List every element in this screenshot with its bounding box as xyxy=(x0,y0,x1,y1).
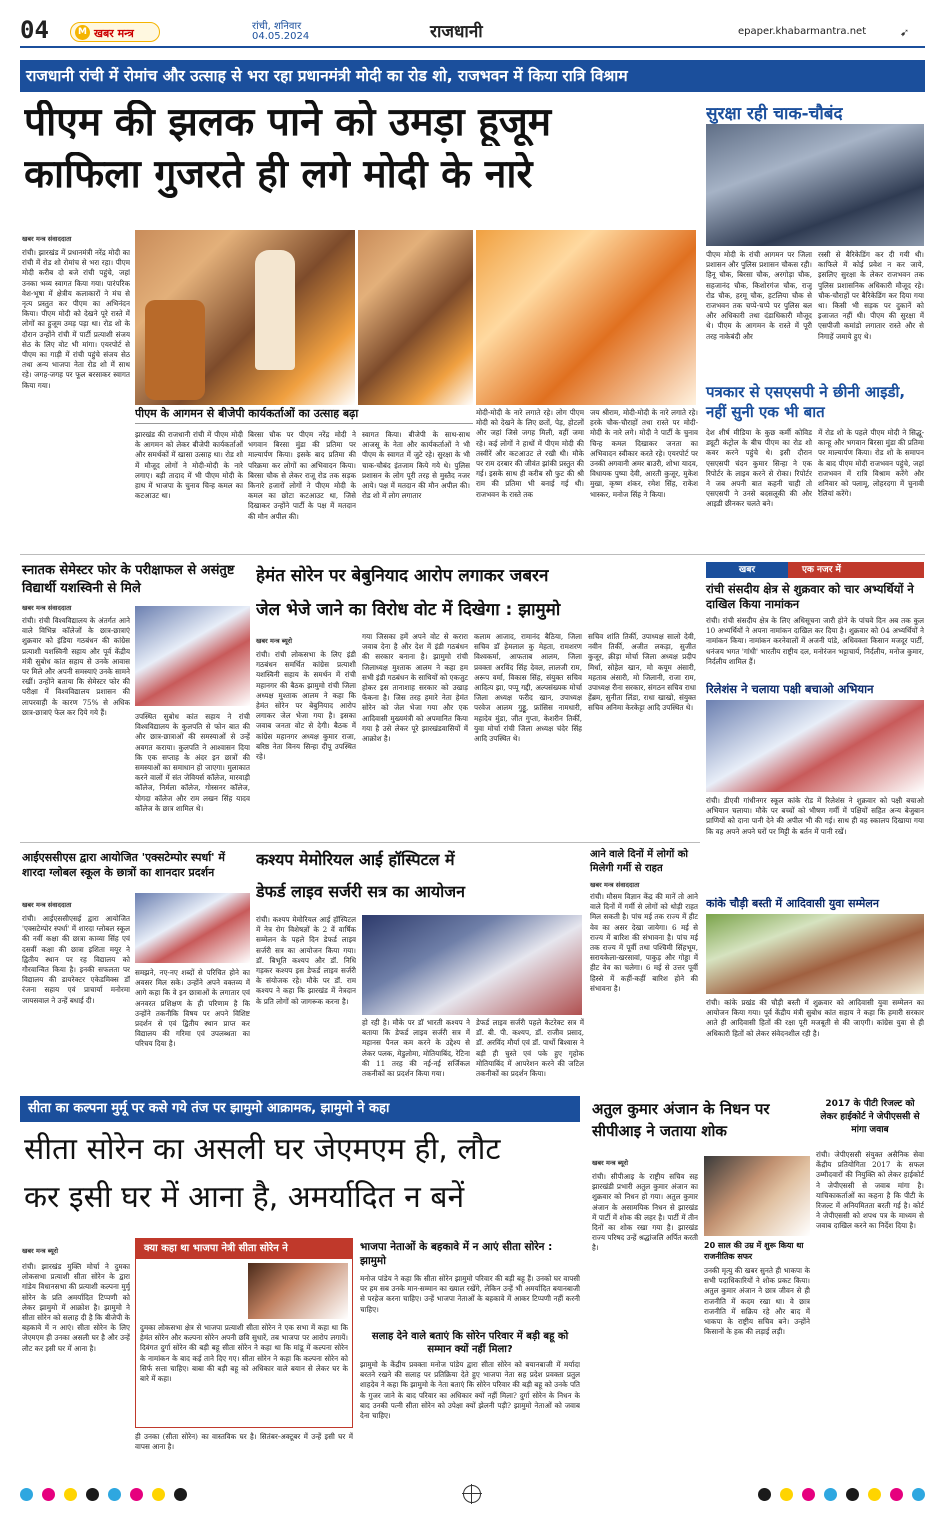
hemant-col-4: सचिव शांति तिर्की, उपाध्यक्ष सालो देवी, नवीन तिर्की, अजीत लकड़ा, सुजीत कुजूर, क्रीड़ा मोर्चा जिला अध्यक्ष प्रदीप मिर्धा, सोहेल खान, मो कयूम अंसारी, महताब अंसारी, मो जिलानी, राजा राम, उपाध्यक्ष रीना सरकार, संगठन सचिव राधा हेंब्रम, सुनीता लिंडा, राधा खाखो, संयुक्त सचिव अनिमा केरकेट्टा आदि उपस्थित थे। xyxy=(588,632,696,713)
sita-headline-1: सीता सोरेन का असली घर जेएमएम ही, लौट xyxy=(24,1132,501,1167)
footer-color-dot xyxy=(20,1488,33,1501)
footer-color-dot xyxy=(42,1488,55,1501)
relay-body: रांची। डीएवी गांधीनगर स्कूल कांके रोड में रिलेशंस ने शुक्रवार को पक्षी बचाओ अभियान चलाया। मौके पर बच्चों को भीषण गर्मी में पक्षियों सहित अन्य बेजुबान प्राणियों को दाना पानी देने की अपील भी की गई। साथ ही वह स्कालप दिखाया गया कि वह अपने अपने घरों पर मिट्टी के बर्तन में पानी रखें। xyxy=(706,796,924,836)
lead-byline: खबर मन्त्र संवाददाता xyxy=(22,235,72,243)
footer-color-dot xyxy=(108,1488,121,1501)
relay-headline: रिलेशंस ने चलाया पक्षी बचाओ अभियान xyxy=(706,682,874,696)
jpsc-headline: 2017 के पीटी रिजल्ट को लेकर हाईकोर्ट ने जेपीएससी से मांगा जवाब xyxy=(820,1099,920,1135)
student-byline: खबर मन्त्र संवाददाता xyxy=(22,604,72,612)
kashyap-col-2: हो रही है। मौके पर डॉ भारती कश्यप ने बताया कि डेफर्ड लाइव सर्जरी सत्र में महानस पैनल कम करने के उद्देश्य से लेकर पलक, मेडुलोमा, मोतियाबिंद, रेटिना की 11 तरह की नई-नई सर्जिकल तकनीकों का प्रदर्शन किया गया। xyxy=(362,1018,470,1079)
atul-headline: अतुल कुमार अंजान के निधन पर सीपीआइ ने जताया शोक xyxy=(592,1100,770,1140)
heat-byline: खबर मन्त्र संवाददाता xyxy=(590,881,640,889)
dateline-city: रांची, शनिवार xyxy=(252,21,302,32)
sita-quote: सलाह देने वाले बताएं कि सोरेन परिवार में बड़ी बहू को सम्मान क्यों नहीं मिला? xyxy=(371,1331,569,1355)
atul-col-2: उनकी मृत्यु की खबर सुनते ही भाकपा के सभी पदाधिकारियों ने शोक प्रकट किया। अतुल कुमार अंजान ने छात्र जीवन से ही राजनीति में कदम रखा था। वे छात्र राजनीति में सक्रिय रहे और बाद में भाकपा के राष्ट्रीय सचिव बने। उन्होंने किसानों के हक की लड़ाई लड़ी। xyxy=(704,1266,810,1337)
student-col-1: रांची। रांची विश्वविद्यालय के अंतर्गत आने वाले विभिन्न कॉलेजों के छात्र-छात्राएं शुक्रवार को इंडिया गठबंधन की कांग्रेस प्रत्याशी यशस्विनी सहाय और पूर्व केंद्रीय मंत्री सुबोध कांत सहाय से उनके आवास पर मिले और अपनी समस्याएं उनके सामने रखीं। उन्होंने बताया कि सेमेस्टर फोर की परीक्षा में विश्वविद्यालय प्रशासन की लापरवाही के कारण 75% से अधिक छात्र-छात्राएं फेल कर दिये गये हैं। xyxy=(22,616,130,717)
jpsc-body: रांची। जेपीएससी संयुक्त असैनिक सेवा केंद्रीय प्रतियोगिता 2017 के सफल उम्मीदवारों की नियुक्ति को लेकर हाईकोर्ट ने जेपीएससी से जवाब मांगा है। याचिकाकर्ताओं का कहना है कि पीटी के रिजल्ट में अनियमितता बरती गई है। कोर्ट ने जेपीएससी को शपथ पत्र के माध्यम से जवाब दाखिल करने का निर्देश दिया है। xyxy=(816,1150,924,1231)
footer-color-dot xyxy=(86,1488,99,1501)
lead-col-4: स्वागत किया। बीजेपी के साथ-साथ आजसू के नेता और कार्यकर्ताओं ने भी पीएम के स्वागत में जुटे रहे। सुरक्षा के भी चाक-चौबंद इंतजाम किये गये थे। पुलिस प्रशासन के लोग पूरी तरह से मुस्तैद नजर आये। पक्ष में मतदान की मौन अपील की। रोड शो में लोग लगातार xyxy=(362,430,470,501)
footer-color-dot xyxy=(64,1488,77,1501)
journalist-col-1: देश शीर्ष मीडिया के कुछ कर्मी कोविड ड्यूटी कंट्रोल के बीच पीएम का रोड शो कवर करने पहुंचे थे। इसी दौरान एसएसपी चंदन कुमार सिन्हा ने एक रिपोर्टर के लाइव करने से रोका। रिपोर्टर ने जब अपनी बात कहनी चाही तो एसएसपी ने उनसे बदसलूकी की और आइडी छीनकर चलते बने। xyxy=(706,428,812,509)
heat-headline: आने वाले दिनों में लोगों को मिलेगी गर्मी से राहत xyxy=(590,849,688,874)
security-col-1: पीएम मोदी के रांची आगमन पर जिला प्रशासन और पुलिस प्रशासन चौकस रही। हिनू चौक, बिरसा चौक, अरगोड़ा चौक, सहजानंद चौक, किशोरगंज चौक, राजू रोड चौक, हरमू चौक, हटलिया चौक से राजभवन तक चप्पे-चप्पे पर पुलिस बल और अधिकारी तथा दंडाधिकारी मौजूद थे। पीएम के आगमन के रास्ते में पूरी तरह नाकेबंदी और xyxy=(706,250,812,341)
lead-col-2: झारखंड की राजधानी रांची में पीएम मोदी के आगमन को लेकर बीजेपी कार्यकर्ताओं और समर्थकों में खासा उत्साह था। रोड शो में मौजूद लोगों ने मोदी-मोदी के नारे लगाए। बड़ी तादाद में भी पीएम मोदी के हाथ में भाजपा के चुनाव चिन्ह कमल का कटआउट था। xyxy=(135,430,243,501)
kanke-photo xyxy=(706,914,924,994)
kashyap-photo xyxy=(362,915,582,1015)
sita-box xyxy=(135,1238,353,1428)
footer-color-dot xyxy=(890,1488,903,1501)
hemant-col-3: कलाम आजाद, रामानंद बैठिया, जिला सचिव डॉ हेमलाल कु मेहता, रामशरण विश्वकर्मा, आफताब आलम, जिला प्रवक्ता अरविंद सिंह देवल, लालजी राम, अरूप वर्मा, विकास सिंह, संयुक्त सचिव आदित्य झा, पप्पू गद्दी, अल्पसंख्यक मोर्चा जिला अध्यक्ष फरीद खान, उपाध्यक्ष परवेज आलम गुड्डू, फ्रांसिस नामधारी, महादेव मुंडा, जीत गुप्ता, केशरीन तिर्की, युवा मोर्चा रांची जिला अध्यक्ष चंदेर सिंह आदि उपस्थित थे। xyxy=(474,632,582,744)
footer-color-dot xyxy=(824,1488,837,1501)
brand-name: खबर मन्त्र xyxy=(94,27,134,40)
ssc-col-1: रांची। आईएससीएसई द्वारा आयोजित 'एक्सटेम्पोर स्पर्धा' में शारदा ग्लोबल स्कूल की नवीं कक्षा की छात्रा काव्या सिंह एवं दसवीं कक्षा की छात्रा इशिता मयूर ने द्वितीय स्थान पर रह विद्यालय को गौरवान्वित किया है। इनकी सफलता पर विद्यालय की डायरेक्टर एकेडमिक्स डॉ रंजना सहाय एवं प्राचार्या मनोरमा जायसवाल ने उन्हें बधाई दी। xyxy=(22,914,130,1005)
footer-dots-left xyxy=(20,1488,220,1501)
divider-1 xyxy=(20,554,925,555)
atul-subhead: 20 साल की उम्र में शुरू किया था राजनीतिक सफर xyxy=(704,1241,804,1261)
brief-badge-2: एक नजर में xyxy=(788,562,924,578)
hemant-col-1: रांची। रांची लोकसभा के लिए इंडी गठबंधन समर्थित कांग्रेस प्रत्याशी यशस्विनी सहाय के समर्थन में रांची महानगर की बैठक झामुमो रांची जिला अध्यक्ष मुश्ताक आलम ने कहा कि हेमंत सोरेन पर बेबुनियाद आरोप लगाकर जेल भेजा गया है। इसका जवाब जनता वोट से देगी। बैठक में कांग्रेस महानगर अध्यक्ष कुमार राजा, बरिष्ठ नेता विनय सिन्हा दीपू उपस्थित रहे। xyxy=(256,650,356,762)
page-number: 04 xyxy=(20,16,49,44)
sita-headline-2: कर इसी घर में आना है, अमर्यादित न बनें xyxy=(24,1180,465,1215)
lead-photo-caption: पीएम के आगमन से बीजेपी कार्यकर्ताओं का उत्साह बढ़ा xyxy=(135,406,473,424)
atul-col-1: रांची। सीपीआइ के राष्ट्रीय सचिव सह झारखंडी प्रभारी अतुल कुमार अंजान का शुक्रवार को निधन हो गया। अतुल कुमार अंजान के असामयिक निधन से झारखंड में पार्टी में शोक की लहर है। पार्टी में तीन दिनों का शोक रखा गया है। झारखंड राज्य परिषद उन्हें श्रद्धांजलि अर्पित करती है। xyxy=(592,1172,698,1253)
brief-badge-row xyxy=(706,562,924,578)
brief-badge: खबर xyxy=(706,562,788,578)
footer-color-dot xyxy=(130,1488,143,1501)
kashyap-headline-2: डेफर्ड लाइव सर्जरी सत्र का आयोजन xyxy=(256,882,466,901)
brand-logo xyxy=(70,22,160,42)
footer-color-dot xyxy=(868,1488,881,1501)
lead-photo-supporters xyxy=(476,230,696,405)
sita-col-1: रांची। झारखंड मुक्ति मोर्चा ने दुमका लोकसभा प्रत्याशी सीता सोरेन के द्वारा गांडेय विधानसभा की प्रत्याशी कल्पना मुर्मू सोरेन के प्रति अमर्यादित टिप्पणी को लेकर झामुमो में आक्रोश है। झामुमो ने सीता सोरेन को सलाह दी है कि बीजेपी के बहकावे में न आएं। सीता सोरेन के लिए जेएमएम ही उनका असली घर है और उन्हें लौट कर इसी घर में आना है। xyxy=(22,1262,130,1353)
journalist-headline: पत्रकार से एसएसपी ने छीनी आइडी, नहीं सुनी एक भी बात xyxy=(706,383,906,421)
sita-box-body: दुमका लोकसभा क्षेत्र से भाजपा प्रत्याशी सीता सोरेन ने एक सभा में कहा था कि हेमंत सोरेन और कल्पना सोरेन अपनी छवि सुधारें, तब भाजपा पर आरोप लगायें। दिवंगत दुर्गा सोरेन की बड़ी बहू सीता सोरेन ने कहा था कि मांडू में कल्पना सोरेन के नामांकन के बाद कई ताने दिए गए। सीता सोरेन ने कहा कि कल्पना सोरेन को सिर्फ सत्ता चाहिए। बाबा की बड़ी बहू को अधिकार वाले बयान से लेकर घर के बारे में कहा। xyxy=(140,1323,348,1384)
footer-color-dot xyxy=(758,1488,771,1501)
divider-2 xyxy=(20,842,700,843)
sita-byline: खबर मन्त्र ब्यूरो xyxy=(22,1247,59,1255)
kashyap-col-3: डेफर्ड लाइव सर्जरी पहले कैटरेक्ट सत्र में डॉ. बी. पी. कश्यप, डॉ. राजीव प्रसाद, डॉ. अरविंद मौर्या एवं डॉ. पार्थो बिश्वास ने बड़ी ही चुस्ते एवं पके हुए गृहोक मोतियाबिंद में आपरेशन करने की जटिल तकनीकों का प्रदर्शन किया। xyxy=(476,1018,584,1079)
kanke-body: रांची। कांके प्रखंड की चौड़ी बस्ती में शुक्रवार को आदिवासी युवा सम्मेलन का आयोजन किया गया। पूर्व केंद्रीय मंत्री सुबोध कांत सहाय ने कहा कि हमारी सरकार आते ही आदिवासी हितों की रक्षा पूरी मजबूती से की जाएगी। कांग्रेस युवा से ही अधिकारी हितों को लेकर संवेदनशील रही है। xyxy=(706,998,924,1038)
nominations-headline: रांची संसदीय क्षेत्र से शुक्रवार को चार अभ्यर्थियों ने दाखिल किया नामांकन xyxy=(706,582,914,611)
kanke-headline: कांके चौड़ी बस्ती में आदिवासी युवा सम्मेलन xyxy=(706,897,879,910)
footer xyxy=(20,1482,925,1506)
security-col-2: रस्सी से बैरिकेडिंग कर दी गयी थी। काफिले में कोई प्रवेश न कर जाये, इसलिए सुरक्षा के लेकर राजभवन तक पुलिस प्रशासनिक अधिकारी मौजूद रहे। चौक-चौराहों पर बैरिकेडिंग कर दिया गया था। किसी भी सड़क पर दुकानें को इजाजत नहीं थी। पीएम की सुरक्षा में एसपीजी कमांडो लगातार रास्ते और से निगाहें जमाये हुए थे। xyxy=(818,250,924,341)
ssc-headline: आईएससीएस द्वारा आयोजित 'एक्सटेम्पोर स्पर्धा' में शारदा ग्लोबल स्कूल के छात्रों का शानदार प्रदर्शन xyxy=(22,851,225,879)
journalist-col-2: में रोड शो के पहले पीएम मोदी ने सिद्धू-कान्हू और भगवान बिरसा मुंडा की प्रतिमा पर माल्यार्पण किया। रोड शो के समापन के बाद पीएम मोदी राजभवन पहुंचे, जहां राजभवन में रात्रि विश्राम करेंगे और शनिवार को पलामू, लोहरदगा में चुनावी रैलियां करेंगे। xyxy=(818,428,924,499)
hemant-headline-1: हेमंत सोरेन पर बेबुनियाद आरोप लगाकर जबरन xyxy=(256,566,549,586)
cursor-icon: ➹ xyxy=(900,26,910,39)
lead-photo-crowd xyxy=(358,230,473,405)
footer-dots-right xyxy=(725,1488,925,1501)
kashyap-headline-1: कश्यप मेमोरियल आई हॉस्पिटल में xyxy=(256,850,455,869)
ssc-byline: खबर मन्त्र संवाददाता xyxy=(22,901,72,909)
student-col-2: उपस्थित सुबोध कांत सहाय ने रांची विश्वविद्यालय के कुलपति से फोन बात की और छात्र-छात्राओं की समस्याओं से उन्हें अवगत कराया। कुलपति ने आश्वासन दिया कि एक सप्ताह के अंदर इन छात्रों की समस्याओं का समाधान हो जाएगा। मुलाकात करने वालों में संत जेवियर्स कॉलेज, मारवाड़ी कॉलेज, निर्मला कॉलेज, गोस्सनर कॉलेज, योगदा कॉलेज और राम लखन सिंह यादव कॉलेज के छात्र शामिल थे। xyxy=(135,712,250,813)
student-headline: स्नातक सेमेस्टर फोर के परीक्षाफल से असंतुष्ट विद्यार्थी यशस्विनी से मिले xyxy=(22,563,235,596)
hemant-col-2: गया जिसका हमें अपने वोट से करारा जवाब देना है और देश में इंडी गठबंधन की सरकार बनाना है। झामुमो रांची जिलाध्यक्ष मुश्ताक आलम ने कहा हम सभी इंडी गठबंधन के साथियों को एकजुट होकर इस तानाशाह सरकार को उखाड़ फेंकना है। जिस तरह हमारे नेता हेमंत सोरेन को जेल भेजा गया और एक आदिवासी मुख्यमंत्री को अपमानित किया गया है उसे लेकर पूरे झारखंडवासियों में आक्रोश है। xyxy=(362,632,468,744)
lead-col-6: जय श्रीराम, मोदी-मोदी के नारे लगाते रहे। हरके चौक-चौराहों तथा रास्ते पर मोदी-मोदी के नारे लगे। मोदी ने पार्टी के चुनाव चिन्ह कमल दिखाकर जनता का अभिवादन स्वीकार करते रहे। एयरपोर्ट पर उनकी अगवानी अमर बाउरी, शोभा यादव, विधायक पुष्पा देवी, आरती कुजूर, मुकेश मुखा, कृष्ण शंकर, रमेश सिंह, राकेश भास्कर, मनोज सिंह ने किया। xyxy=(590,408,698,499)
sita-col-3: झामुमो के केंद्रीय प्रवक्ता मनोज पांडेय द्वारा सीता सोरेन को बयानबाजी में मर्यादा बरतने रखने की सलाह पर प्रतिक्रिया देते हुए भाजपा नेता सह प्रदेश प्रवक्ता प्रतुल शाहदेव ने कहा कि झामुमो के नेता बताएं कि सोरेन परिवार की बड़ी बहू को उनके पति के गुजर जाने के बाद परिवार का अधिकार क्यों नहीं मिला? दुर्गा सोरेन के निधन के बाद उनकी पत्नी सीता सोरेन को उपेक्षा क्यों झेलनी पड़ी? झामुमो नेताओं को जवाब देना चाहिए। xyxy=(360,1360,580,1421)
security-headline: सुरक्षा रही चाक-चौबंद xyxy=(706,104,843,124)
hemant-byline: खबर मन्त्र ब्यूरो xyxy=(256,637,293,645)
footer-color-dot xyxy=(912,1488,925,1501)
relay-photo xyxy=(706,700,924,792)
atul-byline: खबर मन्त्र ब्यूरो xyxy=(592,1159,629,1167)
hemant-headline-2: जेल भेजे जाने का विरोध वोट में दिखेगा : झामुमो xyxy=(256,600,561,620)
footer-color-dot xyxy=(780,1488,793,1501)
lead-headline-2: काफिला गुजरते ही लगे मोदी के नारे xyxy=(24,152,533,197)
lead-photo-modi xyxy=(135,230,355,405)
student-photo xyxy=(135,606,250,706)
lead-headline-1: पीएम की झलक पाने को उमड़ा हूजूम xyxy=(24,100,552,145)
registration-mark-icon xyxy=(463,1485,481,1503)
lead-col-1: रांची। झारखंड में प्रधानमंत्री नरेंद्र मोदी का रांची में रोड शो रोमांच से भरा रहा। पीएम मोदी करीब दो बजे रांची पहुंचे, जहां उनका भव्य स्वागत किया गया। पारंपरिक वेश-भूषा में क्षेत्रीय कलाकारों ने मंच से नृत्य प्रस्तुत कर पीएम का अभिनंदन किया। पीएम मोदी को देखने पूरे रास्ते में लोगों का हुजूम उमड़ पड़ा था। रोड शो के दौरान उन्होंने रांची में पार्टी प्रत्याशी संजय सेठ के लिए वोट भी मांगा। एयरपोर्ट से पीएम का गाड़ी में रांची पहुंचे संजय सेठ तथा अन्य भाजपा नेता रोड शो में साथ रहे। जगह-जगह पर फूल बरसाकर स्वागत किया गया। xyxy=(22,248,130,390)
brand-logo-icon: M xyxy=(75,25,90,40)
lead-col-5: मोदी-मोदी के नारे लगाते रहे। लोग पीएम मोदी को देखने के लिए छतों, पेड़, होटलों और जहां जिसे जगह मिली, वहीं जमा रहे। कई लोगों ने हाथों में पीएम मोदी की तस्वीरें और कटआउट ले रखी थी। मौके पर राम दरबार की जीवंत झांकी प्रस्तुत की गई। इसके साथ ही करीब सौ फुट की श्री राम की प्रतिमा भी बनाई गई थी। राजभवन के रास्ते तक xyxy=(476,408,584,499)
sita-col-4: ही उनका (सीता सोरेन) का वास्तविक घर है। सितंबर-अक्टूबर में उन्हें इसी घर में वापस आना है। xyxy=(135,1432,353,1452)
epaper-link[interactable]: epaper.khabarmantra.net xyxy=(738,26,867,37)
ssc-photo xyxy=(135,893,250,963)
atul-photo xyxy=(704,1156,810,1236)
footer-color-dot xyxy=(152,1488,165,1501)
heat-body: रांची। मौसम विज्ञान केंद्र की मानें तो आने वाले दिनों में गर्मी से लोगों को थोड़ी राहत मिल सकती है। पांच मई तक राज्य में हीट वेव का असर देखा जायेगा। 6 मई से राज्य में बारिश की संभावना है। पांच मई तक राज्य में पूर्वी तथा पश्चिमी सिंहभूम, सरायकेला-खरसावां, पाकुड़ और गोड्डा में हीट वेव का चलेगा। 6 मई से उत्तर पूर्वी हिस्से में कहीं-कहीं बारिश होने की संभावना है। xyxy=(590,892,698,993)
security-photo xyxy=(706,124,924,246)
sita-col-2-title: भाजपा नेताओं के बहकावे में न आएं सीता सोरेन : झामुमो xyxy=(360,1241,553,1267)
section-title: राजधानी xyxy=(430,22,483,42)
sita-col-2: मनोज पांडेय ने कहा कि सीता सोरेन झामुमो परिवार की बड़ी बहू हैं। उनको घर वापसी पर हम सब उनके मान-सम्मान का ख्याल रखेंगे, लेकिन उन्हें भी अमर्यादित बयानबाजी से परहेज करना चाहिए। उन्हें भाजपा नेताओं के बहकावे में आकर टिप्पणी नहीं करनी चाहिए। xyxy=(360,1274,580,1314)
sita-box-title: क्या कहा था भाजपा नेत्री सीता सोरेन ने xyxy=(136,1239,352,1259)
footer-color-dot xyxy=(802,1488,815,1501)
dateline-date: 04.05.2024 xyxy=(252,31,310,42)
sita-banner: सीता का कल्पना मुर्मू पर कसे गये तंज पर झामुमो आक्रामक, झामुमो ने कहा xyxy=(20,1096,580,1122)
footer-color-dot xyxy=(846,1488,859,1501)
nominations-body: रांची। रांची संसदीय क्षेत्र के लिए अधिसूचना जारी होने के पांचवे दिन अब तक कुल 10 अभ्यर्थियों ने अपना नामांकन दाखिल कर दिया है। शुक्रवार को 04 अभ्यर्थियों ने नामांकन किया। नामांकन करनेवालों में अजनी पांडे, अधिवक्ता किसान मजदूर पार्टी, धनंजय भगत 'गांधी' भारतीय राष्ट्रीय दल, मनोरंजन भट्टाचार्य, निर्दलीय, मनोज कुमार, निर्दलीय शामिल हैं। xyxy=(706,616,924,666)
sita-box-photo xyxy=(248,1263,348,1319)
masthead xyxy=(20,16,925,48)
kashyap-col-1: रांची। कश्यप मेमोरियल आई हॉस्पिटल में नेत्र रोग विशेषज्ञों के 2 वें वार्षिक सम्मेलन के पहले दिन डेफर्ड लाइव सर्जरी सत्र का आयोजन किया गया। डॉ. बिभूति कश्यप और डॉ. निधि गड़कर कश्यप इस डेफर्ड लाइव सर्जरी के संयोजक रहे। मौके पर डॉ. राम कश्यप ने कहा कि झारखंड में नेत्रदान के प्रति लोगों को जागरूक करना है। xyxy=(256,915,356,1006)
lead-col-3: बिरसा चौक पर पीएम नरेंद्र मोदी ने भगवान बिरसा मुंडा की प्रतिमा पर माल्यार्पण किया। इसके बाद प्रतिमा की परिक्रमा कर लोगों का अभिवादन किया। बिरसा चौक से लेकर राजू रोड तक सड़क किनारे हजारों लोगों ने पीएम मोदी के कमल का छोटा कटआउट था, जिसे दिखाकर उन्होंने पार्टी के पक्ष में मतदान की मौन अपील की। xyxy=(248,430,356,521)
top-banner: राजधानी रांची में रोमांच और उत्साह से भरा रहा प्रधानमंत्री मोदी का रोड शो, राजभवन में किया रात्रि विश्राम xyxy=(20,60,925,92)
ssc-col-2: समझने, नए-नए शब्दों से परिचित होने का अवसर मिल सके। उन्होंने अपने वक्तव्य में आगे कहा कि वे इन छात्राओं के लगातार एवं अनवरत प्रशिक्षण के ही परिणाम है कि उन्होंने तकनीकि विषय पर अपने विशिष्ट प्रदर्शन से एवं द्वितीय स्थान प्राप्त कर विद्यालय की गरिमा एवं उपलब्धता का परिचय दिया है। xyxy=(135,968,250,1049)
footer-color-dot xyxy=(174,1488,187,1501)
